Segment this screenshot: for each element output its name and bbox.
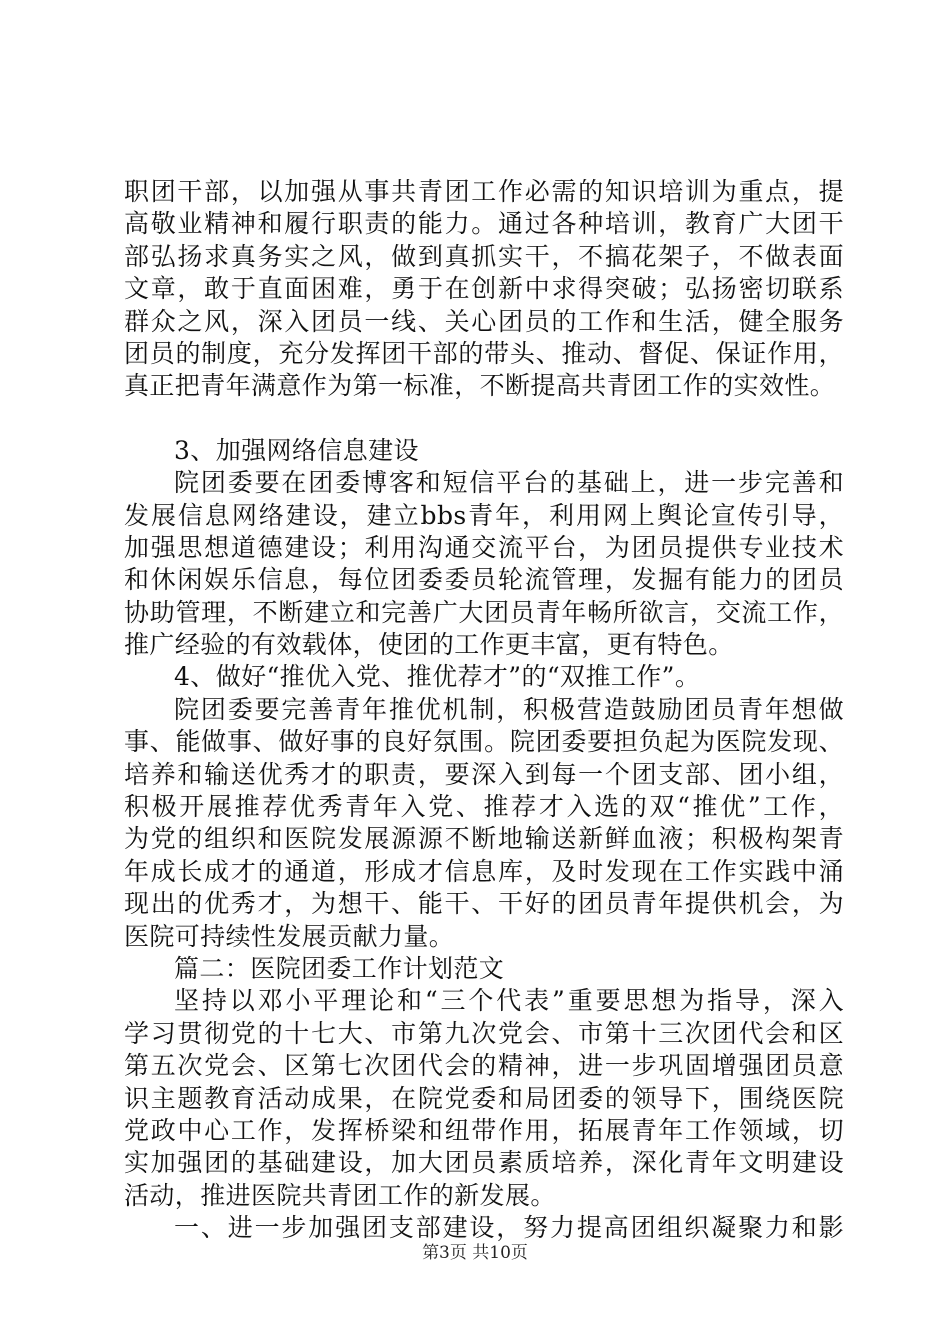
text-line: 识主题教育活动成果，在院党委和局团委的领导下，围绕医院 (124, 1083, 844, 1113)
text-line: 党政中心工作，发挥桥梁和纽带作用，拓展青年工作领域，切 (124, 1115, 844, 1145)
text-line: 医院可持续性发展贡献力量。 (124, 921, 455, 951)
text-line: 活动，推进医院共青团工作的新发展。 (124, 1180, 556, 1210)
text-line: 群众之风，深入团员一线、关心团员的工作和生活，健全服务 (124, 306, 844, 336)
text-line: 院团委要在团委博客和短信平台的基础上，进一步完善和 (174, 468, 844, 498)
text-line: 职团干部，以加强从事共青团工作必需的知识培训为重点，提 (124, 177, 844, 206)
text-line: 团员的制度，充分发挥团干部的带头、推动、督促、保证作用， (124, 338, 844, 368)
text-line: 发展信息网络建设，建立bbs青年，利用网上舆论宣传引导， (124, 500, 844, 530)
text-line: 第五次党会、区第七次团代会的精神，进一步巩固增强团员意 (124, 1051, 844, 1081)
text-line: 真正把青年满意作为第一标准，不断提高共青团工作的实效性。 (124, 371, 836, 401)
text-line: 一、进一步加强团支部建设，努力提高团组织凝聚力和影 (174, 1213, 844, 1243)
text-line: 和休闲娱乐信息，每位团委委员轮流管理，发掘有能力的团员 (124, 565, 844, 595)
text-line: 文章，敢于直面困难，勇于在创新中求得突破；弘扬密切联系 (124, 274, 844, 304)
page-footer (0, 1242, 950, 1264)
text-line: 现出的优秀才，为想干、能干、干好的团员青年提供机会，为 (124, 889, 844, 919)
section-heading: 篇二：医院团委工作计划范文 (174, 953, 505, 983)
text-line: 事、能做事、做好事的良好氛围。院团委要担负起为医院发现、 (124, 727, 844, 757)
document-body (124, 176, 844, 1245)
text-line: 协助管理，不断建立和完善广大团员青年畅所欲言，交流工作， (124, 597, 844, 627)
section-heading: 3、加强网络信息建设 (174, 435, 419, 465)
text-line: 高敬业精神和履行职责的能力。通过各种培训，教育广大团干 (124, 209, 844, 239)
text-line: 部弘扬求真务实之风，做到真抓实干，不搞花架子，不做表面 (124, 241, 844, 271)
text-line: 为党的组织和医院发展源源不断地输送新鲜血液；积极构架青 (124, 824, 844, 854)
text-line: 年成长成才的通道，形成才信息库，及时发现在工作实践中涌 (124, 856, 844, 886)
text-line: 实加强团的基础建设，加大团员素质培养，深化青年文明建设 (124, 1148, 844, 1178)
page-number-label: 第3页 共10页 (422, 1243, 528, 1263)
paragraph-gap (124, 403, 844, 435)
text-line: 学习贯彻党的十七大、市第九次党会、市第十三次团代会和区 (124, 1018, 844, 1048)
text-line: 积极开展推荐优秀青年入党、推荐才入选的双“推优”工作， (124, 792, 844, 822)
text-line: 坚持以邓小平理论和“三个代表”重要思想为指导，深入 (174, 986, 844, 1016)
section-heading: 4、做好“推优入党、推优荐才”的“双推工作”。 (174, 662, 701, 692)
text-line: 培养和输送优秀才的职责，要深入到每一个团支部、团小组， (124, 759, 844, 789)
text-line: 推广经验的有效载体，使团的工作更丰富，更有特色。 (124, 630, 734, 660)
text-line: 加强思想道德建设；利用沟通交流平台，为团员提供专业技术 (124, 532, 844, 562)
text-line: 院团委要完善青年推优机制，积极营造鼓励团员青年想做 (174, 694, 844, 724)
